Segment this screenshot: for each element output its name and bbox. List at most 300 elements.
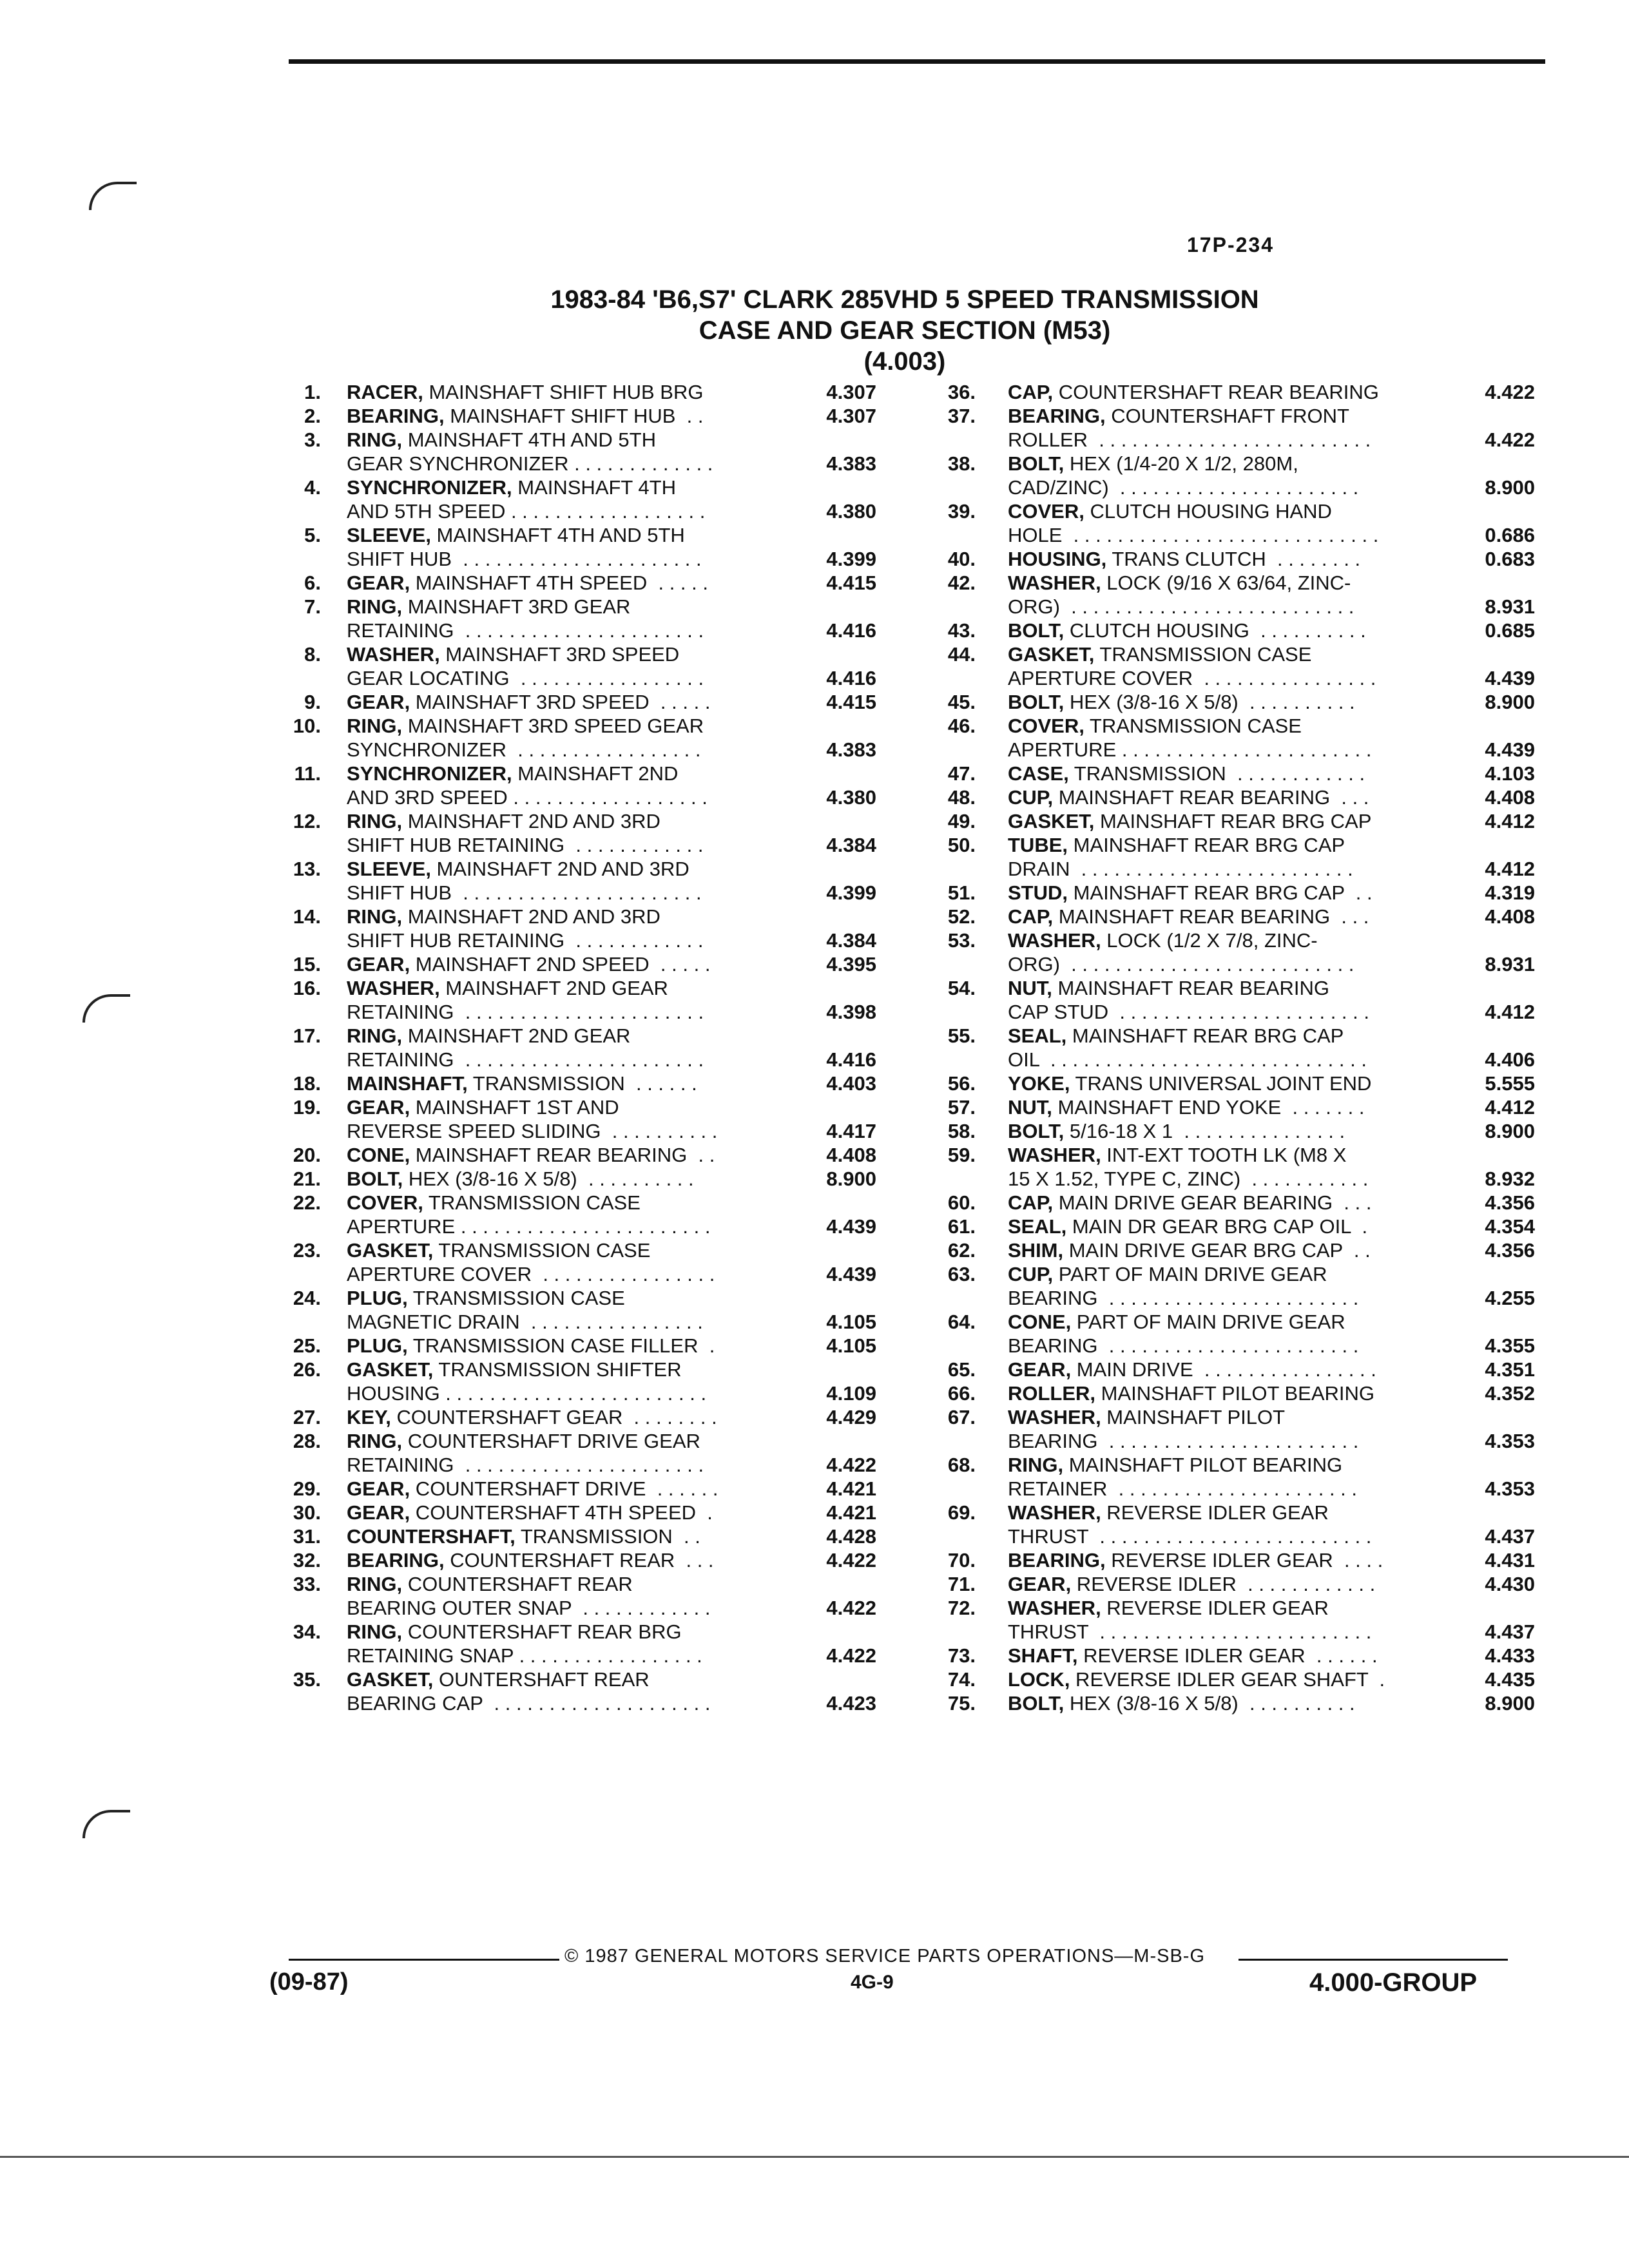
part-detail: PART OF MAIN DRIVE GEAR	[1071, 1311, 1345, 1333]
part-name: GASKET,	[347, 1358, 434, 1381]
item-number: 28.	[293, 1430, 321, 1452]
item-number: 40.	[947, 548, 976, 570]
part-detail-continuation: THRUST . . . . . . . . . . . . . . . . . . . . . . . . .	[1008, 1525, 1372, 1548]
part-name: GASKET,	[347, 1668, 434, 1691]
part-detail: MAINSHAFT 2ND AND 3RD	[430, 858, 689, 880]
group-reference-number: 4.319	[1485, 881, 1535, 904]
part-description	[347, 380, 703, 404]
group-reference-number: 4.356	[1485, 1191, 1535, 1214]
item-number: 25.	[293, 1334, 321, 1357]
part-detail-continuation: APERTURE . . . . . . . . . . . . . . . . . . . . . . .	[1008, 738, 1372, 761]
part-detail: REVERSE IDLER GEAR	[1101, 1501, 1329, 1524]
part-detail: MAINSHAFT 2ND SPEED . . . . .	[410, 953, 711, 975]
part-description	[347, 1429, 704, 1477]
part-name: RING,	[347, 810, 403, 832]
item-number: 20.	[293, 1144, 321, 1166]
item-number: 44.	[947, 643, 976, 666]
group-reference-number: 4.353	[1485, 1430, 1535, 1452]
part-detail-continuation: CAD/ZINC) . . . . . . . . . . . . . . . . . . . . . .	[1008, 476, 1359, 499]
item-number: 4.	[304, 476, 321, 499]
group-reference-number: 4.422	[826, 1597, 876, 1619]
part-description	[347, 690, 710, 714]
item-number: 52.	[947, 905, 976, 928]
group-number: 4.000-GROUP	[1309, 1968, 1478, 1997]
part-name: CAP,	[1008, 1191, 1054, 1214]
item-number: 42.	[947, 572, 976, 594]
part-detail-continuation: ROLLER . . . . . . . . . . . . . . . . . . . . . . . . .	[1008, 428, 1371, 451]
group-reference-number: 4.437	[1485, 1525, 1535, 1548]
item-number: 13.	[293, 858, 321, 880]
part-detail-continuation: SHIFT HUB . . . . . . . . . . . . . . . . . . . . . .	[347, 881, 702, 904]
item-number: 65.	[947, 1358, 976, 1381]
group-reference-number: 4.421	[826, 1501, 876, 1524]
group-reference-number: 4.399	[826, 881, 876, 904]
part-detail-continuation: ORG) . . . . . . . . . . . . . . . . . . . . . . . . . .	[1008, 953, 1354, 975]
group-reference-number: 4.428	[826, 1525, 876, 1548]
item-number: 1.	[304, 381, 321, 403]
part-detail: 5/16-18 X 1 . . . . . . . . . . . . . . .	[1064, 1120, 1345, 1142]
part-detail: HEX (1/4-20 X 1/2, 280M,	[1064, 452, 1298, 475]
part-detail: MAINSHAFT SHIFT HUB BRG	[423, 381, 704, 403]
part-name: BEARING,	[347, 1549, 445, 1571]
part-name: BEARING,	[1008, 405, 1106, 427]
item-number: 14.	[293, 905, 321, 928]
part-description	[1008, 714, 1371, 762]
item-number: 31.	[293, 1525, 321, 1548]
part-description	[1008, 1143, 1368, 1191]
group-reference-number: 8.900	[1485, 1120, 1535, 1142]
group-reference-number: 4.403	[826, 1072, 876, 1095]
item-number: 16.	[293, 977, 321, 999]
item-number: 2.	[304, 405, 321, 427]
part-name: BOLT,	[1008, 1692, 1065, 1715]
item-number: 8.	[304, 643, 321, 666]
part-detail: MAIN DRIVE GEAR BRG CAP . .	[1063, 1239, 1371, 1262]
part-detail: CLUTCH HOUSING . . . . . . . . . .	[1064, 619, 1366, 642]
item-number: 68.	[947, 1454, 976, 1476]
part-description	[1008, 1596, 1371, 1644]
part-description	[1008, 809, 1371, 833]
part-description	[347, 523, 702, 571]
part-name: GEAR,	[347, 1477, 410, 1500]
item-number: 50.	[947, 834, 976, 856]
item-number: 59.	[947, 1144, 976, 1166]
part-name: WASHER,	[1008, 1597, 1101, 1619]
item-number: 49.	[947, 810, 976, 832]
group-reference-number: 4.437	[1485, 1620, 1535, 1643]
group-reference-number: 4.255	[1485, 1287, 1535, 1309]
item-number: 32.	[293, 1549, 321, 1571]
item-number: 67.	[947, 1406, 976, 1428]
part-description	[1008, 1072, 1371, 1095]
item-number: 70.	[947, 1549, 976, 1571]
part-name: RING,	[1008, 1454, 1064, 1476]
item-number: 74.	[947, 1668, 976, 1691]
part-detail: REVERSE IDLER GEAR . . . . . .	[1077, 1644, 1378, 1667]
item-number: 45.	[947, 691, 976, 713]
part-description	[1008, 1405, 1358, 1453]
part-detail-continuation: ORG) . . . . . . . . . . . . . . . . . . . . . . . . . .	[1008, 595, 1354, 618]
group-reference-number: 4.398	[826, 1001, 876, 1023]
item-number: 57.	[947, 1096, 976, 1119]
group-reference-number: 8.900	[1485, 691, 1535, 713]
group-reference-number: 8.900	[1485, 476, 1535, 499]
part-description	[1008, 571, 1354, 619]
item-number: 51.	[947, 881, 976, 904]
item-number: 6.	[304, 572, 321, 594]
part-detail-continuation: APERTURE COVER . . . . . . . . . . . . . . . .	[1008, 667, 1376, 689]
part-detail: COUNTERSHAFT REAR . . .	[444, 1549, 714, 1571]
part-description	[1008, 547, 1360, 571]
punch-hole-mark	[89, 182, 137, 210]
group-reference-number: 4.383	[826, 452, 876, 475]
part-description	[1008, 1191, 1371, 1215]
part-detail-continuation: RETAINER . . . . . . . . . . . . . . . . . . . . . .	[1008, 1477, 1358, 1500]
item-number: 26.	[293, 1358, 321, 1381]
item-number: 34.	[293, 1620, 321, 1643]
part-detail-continuation: SHIFT HUB . . . . . . . . . . . . . . . . . . . . . .	[347, 548, 702, 570]
group-reference-number: 4.439	[826, 1215, 876, 1238]
part-detail: TRANSMISSION CASE	[1094, 643, 1312, 666]
item-number: 18.	[293, 1072, 321, 1095]
group-reference-number: 4.380	[826, 500, 876, 523]
part-name: CAP,	[1008, 381, 1054, 403]
part-detail-continuation: SHIFT HUB RETAINING . . . . . . . . . . . .	[347, 834, 704, 856]
part-detail: COUNTERSHAFT REAR	[402, 1573, 633, 1595]
part-detail: INT-EXT TOOTH LK (M8 X	[1101, 1144, 1347, 1166]
copyright-notice: © 1987 GENERAL MOTORS SERVICE PARTS OPERATIONS—M-SB-G	[564, 1946, 1205, 1966]
part-description	[1008, 1310, 1358, 1358]
group-reference-number: 4.384	[826, 834, 876, 856]
part-description	[347, 1238, 715, 1286]
part-description	[1008, 785, 1369, 809]
part-detail: LOCK (9/16 X 63/64, ZINC-	[1101, 572, 1351, 594]
part-detail: MAIN DRIVE GEAR BEARING . . .	[1053, 1191, 1372, 1214]
part-name: NUT,	[1008, 977, 1052, 999]
part-name: RING,	[347, 905, 403, 928]
part-detail: MAINSHAFT REAR BEARING . . .	[1053, 786, 1369, 809]
group-reference-number: 4.422	[826, 1454, 876, 1476]
part-detail-continuation: 15 X 1.52, TYPE C, ZINC) . . . . . . . . . . .	[1008, 1168, 1369, 1190]
group-reference-number: 4.422	[826, 1644, 876, 1667]
part-detail: REVERSE IDLER GEAR	[1101, 1597, 1329, 1619]
group-reference-number: 4.353	[1485, 1477, 1535, 1500]
part-detail-continuation: GEAR SYNCHRONIZER . . . . . . . . . . . . .	[347, 452, 713, 475]
part-name: BEARING,	[347, 405, 445, 427]
part-detail-continuation: APERTURE COVER . . . . . . . . . . . . . . . .	[347, 1263, 715, 1285]
part-description	[347, 1334, 715, 1358]
part-description	[1008, 1381, 1374, 1405]
group-reference-number: 4.103	[1485, 762, 1535, 785]
part-detail: MAIN DRIVE . . . . . . . . . . . . . . . .	[1071, 1358, 1376, 1381]
group-reference-number: 4.356	[1485, 1239, 1535, 1262]
group-reference-number: 4.435	[1485, 1668, 1535, 1691]
part-detail-continuation: CAP STUD . . . . . . . . . . . . . . . . . . . . . . .	[1008, 1001, 1369, 1023]
part-name: WASHER,	[347, 977, 440, 999]
part-name: GASKET,	[347, 1239, 434, 1262]
item-number: 55.	[947, 1024, 976, 1047]
punch-hole-mark	[82, 1810, 130, 1838]
part-detail: COUNTERSHAFT REAR BRG	[402, 1620, 682, 1643]
part-description	[1008, 380, 1379, 404]
part-description	[347, 1286, 703, 1334]
part-detail: TRANS CLUTCH . . . . . . . .	[1106, 548, 1361, 570]
page-code: 17P-234	[1187, 233, 1274, 256]
item-number: 21.	[293, 1168, 321, 1190]
part-detail: MAINSHAFT REAR BRG CAP . .	[1068, 881, 1373, 904]
item-number: 48.	[947, 786, 976, 809]
group-reference-number: 4.395	[826, 953, 876, 975]
part-detail: COUNTERSHAFT FRONT	[1105, 405, 1349, 427]
part-detail-continuation: HOLE . . . . . . . . . . . . . . . . . . . . . . . . . . . .	[1008, 524, 1379, 546]
group-reference-number: 4.105	[826, 1311, 876, 1333]
part-detail: MAINSHAFT 2ND GEAR	[402, 1024, 631, 1047]
part-name: SLEEVE,	[347, 858, 431, 880]
part-name: WASHER,	[1008, 1406, 1101, 1428]
part-name: STUD,	[1008, 881, 1068, 904]
item-number: 75.	[947, 1692, 976, 1715]
item-number: 62.	[947, 1239, 976, 1262]
item-number: 69.	[947, 1501, 976, 1524]
part-name: RING,	[347, 1573, 403, 1595]
part-detail: COUNTERSHAFT DRIVE . . . . . .	[410, 1477, 718, 1500]
part-name: MAINSHAFT,	[347, 1072, 468, 1095]
group-reference-number: 0.686	[1485, 524, 1535, 546]
part-description	[1008, 1215, 1367, 1238]
part-description	[1008, 1572, 1375, 1596]
part-name: WASHER,	[1008, 572, 1101, 594]
part-detail: MAINSHAFT 2ND AND 3RD	[402, 810, 660, 832]
item-number: 43.	[947, 619, 976, 642]
part-description	[1008, 1024, 1367, 1072]
item-number: 29.	[293, 1477, 321, 1500]
part-description	[347, 905, 703, 952]
item-number: 15.	[293, 953, 321, 975]
part-description	[1008, 762, 1365, 785]
part-name: CUP,	[1008, 786, 1054, 809]
part-name: RING,	[347, 1024, 403, 1047]
item-number: 9.	[304, 691, 321, 713]
part-name: SEAL,	[1008, 1024, 1067, 1047]
part-description	[347, 1191, 710, 1238]
part-detail-continuation: THRUST . . . . . . . . . . . . . . . . . . . . . . . . .	[1008, 1620, 1372, 1643]
part-detail: TRANSMISSION CASE	[423, 1191, 641, 1214]
part-detail-continuation: BEARING . . . . . . . . . . . . . . . . . . . . . . .	[1008, 1430, 1359, 1452]
part-detail: TRANSMISSION CASE FILLER .	[407, 1334, 715, 1357]
part-name: SEAL,	[1008, 1215, 1067, 1238]
part-description	[347, 1358, 706, 1405]
part-description	[347, 1572, 710, 1620]
part-description	[1008, 1548, 1383, 1572]
item-number: 36.	[947, 381, 976, 403]
part-detail: MAINSHAFT SHIFT HUB . .	[444, 405, 704, 427]
part-description	[1008, 642, 1376, 690]
part-detail-continuation: AND 3RD SPEED . . . . . . . . . . . . . . . . . .	[347, 786, 708, 809]
group-reference-number: 4.422	[1485, 381, 1535, 403]
part-detail: MAINSHAFT REAR BRG CAP	[1068, 834, 1345, 856]
part-name: WASHER,	[1008, 1501, 1101, 1524]
item-number: 37.	[947, 405, 976, 427]
part-detail: MAINSHAFT 4TH SPEED . . . . .	[410, 572, 708, 594]
part-name: COVER,	[347, 1191, 423, 1214]
item-number: 64.	[947, 1311, 976, 1333]
part-detail: MAINSHAFT PILOT BEARING	[1095, 1382, 1375, 1405]
part-description	[347, 1405, 717, 1429]
item-number: 19.	[293, 1096, 321, 1119]
group-reference-number: 4.423	[826, 1692, 876, 1715]
part-description	[347, 809, 703, 857]
part-detail: MAINSHAFT 2ND GEAR	[439, 977, 668, 999]
part-detail-continuation: BEARING OUTER SNAP . . . . . . . . . . . .	[347, 1597, 711, 1619]
part-name: SYNCHRONIZER,	[347, 476, 512, 499]
item-number: 72.	[947, 1597, 976, 1619]
part-description	[1008, 833, 1353, 881]
part-detail: REVERSE IDLER . . . . . . . . . . . .	[1071, 1573, 1376, 1595]
group-reference-number: 4.433	[1485, 1644, 1535, 1667]
part-detail: MAINSHAFT 3RD GEAR	[402, 595, 631, 618]
part-detail-continuation: BEARING CAP . . . . . . . . . . . . . . . . . . . .	[347, 1692, 711, 1715]
part-name: CUP,	[1008, 1263, 1054, 1285]
part-detail-continuation: SHIFT HUB RETAINING . . . . . . . . . . . .	[347, 929, 704, 952]
group-reference-number: 4.384	[826, 929, 876, 952]
part-description	[1008, 1691, 1355, 1715]
part-name: KEY,	[347, 1406, 391, 1428]
part-description	[347, 571, 708, 595]
document-title: 1983-84 'B6,S7' CLARK 285VHD 5 SPEED TRANSMISSION	[550, 285, 1259, 314]
part-name: LOCK,	[1008, 1668, 1070, 1691]
part-name: SHIM,	[1008, 1239, 1064, 1262]
part-description	[1008, 404, 1371, 452]
part-detail: TRANSMISSION CASE	[433, 1239, 651, 1262]
part-detail: COUNTERSHAFT DRIVE GEAR	[402, 1430, 700, 1452]
group-reference-number: 4.380	[826, 786, 876, 809]
part-name: COVER,	[1008, 715, 1084, 737]
part-detail-continuation: REVERSE SPEED SLIDING . . . . . . . . . .	[347, 1120, 718, 1142]
group-reference-number: 4.430	[1485, 1573, 1535, 1595]
punch-hole-mark	[82, 994, 130, 1023]
group-reference-number: 4.439	[826, 1263, 876, 1285]
page-number: 4G-9	[851, 1972, 894, 1993]
group-reference-number: 4.408	[1485, 786, 1535, 809]
part-name: RACER,	[347, 381, 423, 403]
item-number: 46.	[947, 715, 976, 737]
part-detail: HEX (3/8-16 X 5/8) . . . . . . . . . .	[1064, 691, 1355, 713]
item-number: 22.	[293, 1191, 321, 1214]
group-reference-number: 4.417	[826, 1120, 876, 1142]
part-detail: MAINSHAFT 2ND	[512, 762, 679, 785]
part-name: SLEEVE,	[347, 524, 431, 546]
part-detail-continuation: HOUSING . . . . . . . . . . . . . . . . . . . . . . . .	[347, 1382, 707, 1405]
part-detail: MAINSHAFT PILOT BEARING	[1063, 1454, 1343, 1476]
part-description	[347, 595, 704, 642]
part-name: BOLT,	[1008, 1120, 1065, 1142]
part-detail-continuation: RETAINING . . . . . . . . . . . . . . . . . . . . . .	[347, 1001, 704, 1023]
part-detail: REVERSE IDLER GEAR . . . .	[1105, 1549, 1383, 1571]
item-number: 12.	[293, 810, 321, 832]
part-name: SHAFT,	[1008, 1644, 1078, 1667]
part-detail-continuation: DRAIN . . . . . . . . . . . . . . . . . . . . . . . . .	[1008, 858, 1353, 880]
part-description	[1008, 1453, 1357, 1501]
group-reference-number: 4.412	[1485, 810, 1535, 832]
part-detail-continuation: BEARING . . . . . . . . . . . . . . . . . . . . . . .	[1008, 1287, 1359, 1309]
part-detail-continuation: MAGNETIC DRAIN . . . . . . . . . . . . . . . .	[347, 1311, 703, 1333]
group-reference-number: 4.429	[826, 1406, 876, 1428]
group-reference-number: 0.685	[1485, 619, 1535, 642]
group-reference-number: 4.416	[826, 1048, 876, 1071]
item-number: 39.	[947, 500, 976, 523]
footer-rule	[289, 1959, 559, 1961]
part-name: WASHER,	[1008, 1144, 1101, 1166]
item-number: 35.	[293, 1668, 321, 1691]
part-description	[347, 714, 704, 762]
part-detail-continuation: RETAINING . . . . . . . . . . . . . . . . . . . . . .	[347, 619, 704, 642]
part-name: PLUG,	[347, 1287, 408, 1309]
group-reference-number: 4.422	[1485, 428, 1535, 451]
part-detail-continuation: APERTURE . . . . . . . . . . . . . . . . . . . . . . .	[347, 1215, 711, 1238]
part-name: CONE,	[1008, 1311, 1072, 1333]
part-description	[347, 762, 708, 809]
part-description	[347, 1501, 713, 1524]
part-name: GEAR,	[347, 1501, 410, 1524]
part-detail: MAINSHAFT 4TH AND 5TH	[430, 524, 685, 546]
part-detail: MAINSHAFT 1ST AND	[410, 1096, 619, 1119]
top-rule	[289, 59, 1545, 64]
part-name: PLUG,	[347, 1334, 408, 1357]
item-number: 66.	[947, 1382, 976, 1405]
part-name: RING,	[347, 1620, 403, 1643]
part-detail: COUNTERSHAFT 4TH SPEED .	[410, 1501, 713, 1524]
part-name: GEAR,	[347, 691, 410, 713]
part-description	[347, 857, 702, 905]
item-number: 60.	[947, 1191, 976, 1214]
part-description	[1008, 499, 1378, 547]
part-description	[1008, 928, 1354, 976]
item-number: 73.	[947, 1644, 976, 1667]
group-reference-number: 8.900	[826, 1168, 876, 1190]
item-number: 61.	[947, 1215, 976, 1238]
part-description	[347, 1167, 694, 1191]
part-detail-continuation: OIL . . . . . . . . . . . . . . . . . . . . . . . . . . . . .	[1008, 1048, 1367, 1071]
part-name: BOLT,	[1008, 452, 1065, 475]
part-description	[1008, 452, 1358, 499]
part-detail: TRANSMISSION . .	[515, 1525, 700, 1548]
footer-rule	[1239, 1959, 1508, 1961]
part-detail: COUNTERSHAFT REAR BEARING	[1053, 381, 1379, 403]
part-detail: OUNTERSHAFT REAR	[433, 1668, 650, 1691]
group-reference-number: 4.408	[1485, 905, 1535, 928]
part-detail: TRANS UNIVERSAL JOINT END	[1070, 1072, 1372, 1095]
part-description	[347, 976, 704, 1024]
group-reference-number: 4.406	[1485, 1048, 1535, 1071]
group-reference-number: 4.105	[826, 1334, 876, 1357]
item-number: 27.	[293, 1406, 321, 1428]
part-description	[347, 1524, 700, 1548]
item-number: 11.	[294, 762, 321, 785]
group-reference-number: 4.399	[826, 548, 876, 570]
group-reference-number: 8.932	[1485, 1168, 1535, 1190]
group-reference-number: 4.416	[826, 619, 876, 642]
part-name: GASKET,	[1008, 810, 1095, 832]
item-number: 24.	[293, 1287, 321, 1309]
part-description	[347, 1072, 697, 1095]
item-number: 5.	[304, 524, 321, 546]
group-reference-number: 4.412	[1485, 1096, 1535, 1119]
group-reference-number: 4.352	[1485, 1382, 1535, 1405]
document-subtitle: CASE AND GEAR SECTION (M53)	[699, 316, 1111, 345]
part-name: CONE,	[347, 1144, 410, 1166]
part-name: TUBE,	[1008, 834, 1068, 856]
part-detail-continuation: RETAINING SNAP . . . . . . . . . . . . . . . . .	[347, 1644, 702, 1667]
